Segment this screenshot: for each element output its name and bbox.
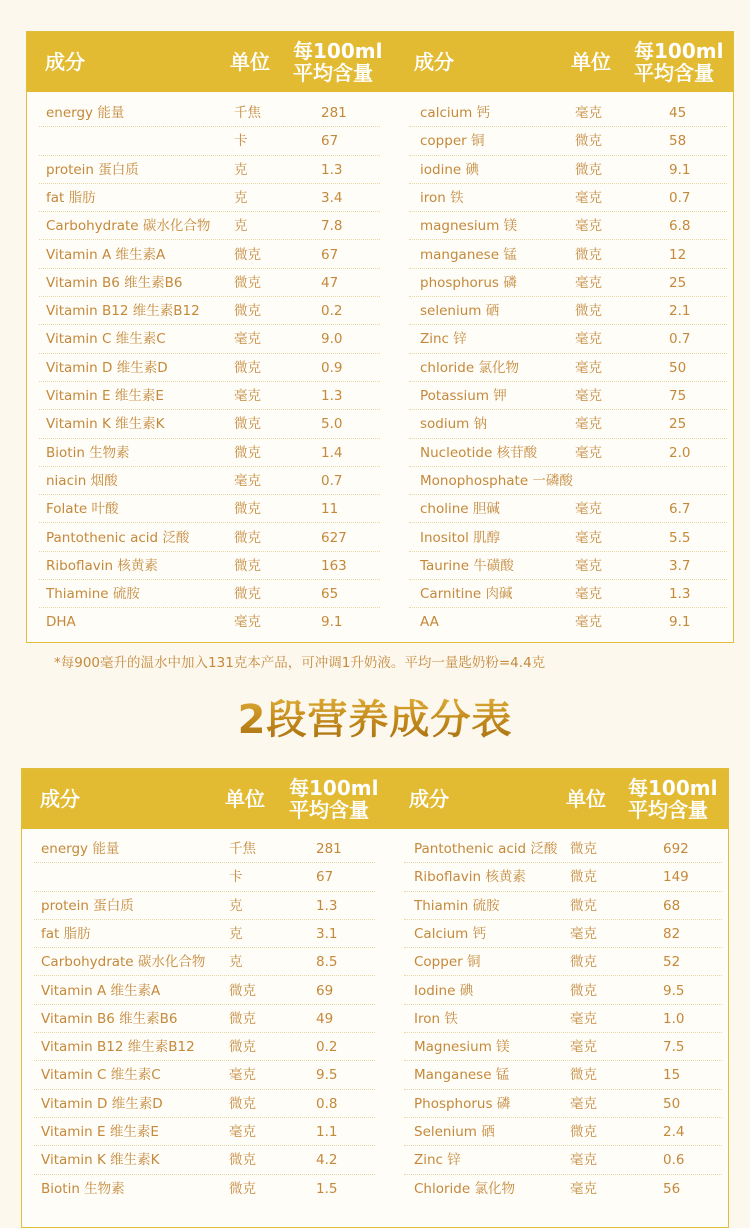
nutrient-unit: 毫克 [229,1067,256,1084]
nutrient-unit: 毫克 [570,1180,597,1197]
nutrient-amount: 9.5 [663,982,685,999]
nutrient-name: Biotin 生物素 [46,444,130,461]
nutrient-name: Vitamin B12 维生素B12 [41,1039,195,1056]
nutrient-name: DHA [46,614,76,631]
nutrient-unit: 微克 [234,444,261,461]
nutrient-amount: 0.7 [321,472,343,489]
nutrient-name: choline 胆碱 [420,501,500,518]
table-row [27,156,733,184]
nutrient-name: copper 铜 [420,133,485,150]
nutrient-unit: 微克 [570,869,597,886]
nutrient-name: Vitamin B6 维生素B6 [41,1010,178,1027]
nutrient-name: sodium 钠 [420,416,488,433]
nutrient-amount: 69 [316,982,334,999]
nutrient-amount: 82 [663,925,681,942]
nutrient-unit: 微克 [570,982,597,999]
nutrient-name: Manganese 锰 [414,1067,510,1084]
nutrient-amount: 75 [669,388,687,404]
nutrient-unit: 毫克 [234,472,261,489]
nutrient-name: energy 能量 [46,105,125,121]
nutrient-unit: 毫克 [575,331,602,348]
nutrient-unit: 克 [229,925,243,942]
nutrient-unit: 千焦 [234,105,261,121]
nutrient-unit: 毫克 [570,1152,597,1169]
nutrient-amount: 0.6 [663,1152,685,1169]
nutrient-unit: 微克 [570,1067,597,1084]
nutrient-amount: 0.2 [316,1039,338,1056]
nutrient-name: Iodine 碘 [414,982,474,999]
table-header [27,32,733,92]
nutrient-name: AA [420,614,439,631]
nutrient-unit: 毫克 [234,388,261,404]
nutrient-unit: 微克 [234,501,261,518]
table-row [27,325,733,353]
nutrient-amount: 0.7 [669,331,691,348]
nutrient-unit: 毫克 [575,586,602,603]
nutrient-name: Zinc 锌 [414,1152,461,1169]
nutrient-amount: 4.2 [316,1152,338,1169]
nutrient-amount: 149 [663,869,689,886]
table-header [22,769,728,829]
nutrient-name: Magnesium 镁 [414,1039,510,1056]
nutrient-amount: 9.5 [316,1067,338,1084]
nutrient-unit: 卡 [234,133,248,150]
nutrient-amount: 58 [669,133,687,150]
nutrient-name: manganese 锰 [420,246,517,263]
nutrient-unit: 微克 [229,1152,256,1169]
table-row [27,410,733,438]
nutrient-amount: 8.5 [316,954,338,971]
nutrient-name: Calcium 钙 [414,925,487,942]
nutrient-name: Biotin 生物素 [41,1180,125,1197]
nutrient-unit: 毫克 [575,274,602,291]
nutrient-amount: 3.7 [669,557,691,574]
nutrient-unit: 微克 [234,529,261,546]
table-row [22,1061,728,1089]
nutrient-unit: 微克 [575,303,602,320]
nutrient-unit: 微克 [234,246,261,263]
nutrient-name: Vitamin B6 维生素B6 [46,274,183,291]
nutrient-name: iron 铁 [420,189,464,206]
nutrient-amount: 0.9 [321,359,343,376]
nutrient-name: Taurine 牛磺酸 [420,557,514,574]
table-row [27,552,733,580]
nutrient-name: Chloride 氯化物 [414,1180,515,1197]
nutrient-name: Vitamin C 维生素C [46,331,166,348]
header-unit-left: 单位 [225,787,265,811]
table-row [22,920,728,948]
nutrient-amount: 7.8 [321,218,343,235]
nutrient-name: Vitamin A 维生素A [41,982,161,999]
nutrient-name: Carbohydrate 碳水化合物 [41,954,206,971]
nutrient-amount: 1.4 [321,444,343,461]
nutrient-amount: 1.5 [316,1180,338,1197]
nutrient-amount: 5.5 [669,529,691,546]
nutrient-amount: 3.1 [316,925,338,942]
nutrient-amount: 2.1 [669,303,691,320]
nutrient-name: fat 脂肪 [41,925,91,942]
nutrient-amount: 15 [663,1067,681,1084]
nutrient-name: Pantothenic acid 泛酸 [46,529,190,546]
nutrient-amount: 281 [321,105,347,121]
nutrient-amount: 6.8 [669,218,691,235]
table-row [27,99,733,127]
table-row [27,524,733,552]
nutrient-unit: 毫克 [570,1095,597,1112]
nutrient-unit: 毫克 [570,1010,597,1027]
nutrient-amount: 45 [669,105,687,121]
nutrient-amount: 67 [321,246,339,263]
nutrient-unit: 微克 [229,1095,256,1112]
table-row [27,608,733,636]
nutrient-amount: 1.3 [316,897,338,914]
table-row [22,948,728,976]
table-row [27,127,733,155]
nutrient-name: Zinc 锌 [420,331,467,348]
nutrient-name: energy 能量 [41,841,120,857]
table-row [27,580,733,608]
table-row [27,354,733,382]
nutrient-amount: 627 [321,529,347,546]
nutrient-name: protein 蛋白质 [46,161,139,178]
header-component-left: 成分 [40,787,80,811]
nutrient-unit: 克 [234,161,248,178]
table-row [22,892,728,920]
nutrient-unit: 毫克 [570,925,597,942]
table-row [22,1090,728,1118]
table-row [27,184,733,212]
nutrient-name: calcium 钙 [420,105,491,121]
header-unit-left: 单位 [230,50,270,74]
nutrient-unit: 克 [229,954,243,971]
nutrient-unit: 微克 [234,303,261,320]
nutrient-amount: 7.5 [663,1039,685,1056]
nutrient-name: Inositol 肌醇 [420,529,501,546]
table-row [22,1118,728,1146]
nutrient-name: Vitamin K 维生素K [41,1152,160,1169]
nutrient-name: Carbohydrate 碳水化合物 [46,218,211,235]
nutrient-amount: 1.3 [321,388,343,404]
header-unit-right: 单位 [571,50,611,74]
nutrient-unit: 微克 [234,586,261,603]
header-unit-right: 单位 [566,787,606,811]
nutrient-amount: 9.1 [669,614,691,631]
nutrient-name: Iron 铁 [414,1010,458,1027]
table-row [27,297,733,325]
nutrient-amount: 67 [316,869,334,886]
nutrient-unit: 毫克 [570,1039,597,1056]
nutrition-table-stage2 [21,768,729,1228]
nutrient-name: Vitamin B12 维生素B12 [46,303,200,320]
nutrient-unit: 毫克 [575,416,602,433]
nutrient-amount: 12 [669,246,687,263]
nutrient-unit: 微克 [570,954,597,971]
nutrient-name: Monophosphate 一磷酸 [420,472,573,489]
header-amount-right: 每100ml 平均含量 [634,39,724,85]
nutrient-amount: 65 [321,586,339,603]
nutrient-name: protein 蛋白质 [41,897,134,914]
nutrient-unit: 毫克 [575,529,602,546]
preparation-note: *每900毫升的温水中加入131克本产品，可冲调1升奶液。平均一量匙奶粉=4.4克 [54,655,546,671]
nutrient-unit: 千焦 [229,841,256,857]
nutrient-name: fat 脂肪 [46,189,96,206]
nutrient-unit: 毫克 [575,444,602,461]
nutrient-name: Riboflavin 核黄素 [414,869,526,886]
nutrient-unit: 微克 [570,841,597,857]
nutrient-amount: 49 [316,1010,334,1027]
table-row [22,1033,728,1061]
nutrient-name: niacin 烟酸 [46,472,118,489]
nutrient-amount: 3.4 [321,189,343,206]
nutrient-amount: 5.0 [321,416,343,433]
nutrient-name: Vitamin D 维生素D [41,1095,163,1112]
nutrient-amount: 163 [321,557,347,574]
nutrient-amount: 9.1 [669,161,691,178]
nutrient-name: Vitamin E 维生素E [41,1124,159,1140]
nutrient-name: magnesium 镁 [420,218,518,235]
header-component-right: 成分 [409,787,449,811]
nutrient-name: Potassium 钾 [420,388,507,404]
nutrient-name: phosphorus 磷 [420,274,517,291]
nutrient-unit: 克 [234,189,248,206]
nutrient-unit: 微克 [229,1180,256,1197]
header-component-left: 成分 [45,50,85,74]
table-row [22,1146,728,1174]
nutrient-name: Selenium 硒 [414,1124,495,1140]
header-component-right: 成分 [414,50,454,74]
table-row [27,212,733,240]
nutrient-amount: 6.7 [669,501,691,518]
nutrient-unit: 毫克 [575,557,602,574]
nutrient-amount: 25 [669,416,687,433]
nutrient-unit: 毫克 [234,614,261,631]
nutrient-name: Nucleotide 核苷酸 [420,444,538,461]
nutrient-unit: 毫克 [575,614,602,631]
table-row [27,269,733,297]
nutrient-unit: 毫克 [575,359,602,376]
nutrient-amount: 9.0 [321,331,343,348]
table-row [22,835,728,863]
nutrient-unit: 毫克 [575,388,602,404]
nutrient-unit: 克 [229,897,243,914]
header-amount-left: 每100ml 平均含量 [289,776,379,822]
nutrient-unit: 毫克 [234,331,261,348]
table-row [27,467,733,495]
nutrient-unit: 毫克 [575,189,602,206]
table-row [27,241,733,269]
nutrient-name: selenium 硒 [420,303,500,320]
table-row [22,863,728,891]
nutrient-name: Vitamin K 维生素K [46,416,165,433]
nutrient-name: iodine 碘 [420,161,479,178]
nutrient-amount: 25 [669,274,687,291]
nutrient-name: Riboflavin 核黄素 [46,557,158,574]
nutrient-amount: 50 [669,359,687,376]
table-row [22,1005,728,1033]
nutrient-unit: 微克 [229,982,256,999]
nutrient-amount: 52 [663,954,681,971]
nutrient-name: Thiamin 硫胺 [414,897,500,914]
header-amount-right: 每100ml 平均含量 [628,776,718,822]
nutrient-unit: 微克 [234,557,261,574]
table-row [27,495,733,523]
nutrient-unit: 克 [234,218,248,235]
nutrient-unit: 微克 [234,274,261,291]
nutrient-unit: 微克 [570,1124,597,1140]
nutrient-amount: 68 [663,897,681,914]
table-row [22,977,728,1005]
nutrient-amount: 47 [321,274,339,291]
nutrient-amount: 67 [321,133,339,150]
nutrient-unit: 微克 [570,897,597,914]
nutrient-name: Copper 铜 [414,954,481,971]
stage2-title: 2段营养成分表 [0,688,750,745]
nutrient-unit: 卡 [229,869,243,886]
nutrient-name: Vitamin E 维生素E [46,388,164,404]
nutrient-name: chloride 氯化物 [420,359,519,376]
nutrient-amount: 692 [663,841,689,857]
nutrient-unit: 毫克 [229,1124,256,1140]
nutrient-amount: 1.3 [321,161,343,178]
nutrient-unit: 毫克 [575,218,602,235]
nutrient-unit: 微克 [234,359,261,376]
nutrient-unit: 微克 [229,1010,256,1027]
nutrient-name: Carnitine 肉碱 [420,586,513,603]
nutrient-unit: 毫克 [575,105,602,121]
nutrient-name: Phosphorus 磷 [414,1095,511,1112]
nutrient-amount: 0.8 [316,1095,338,1112]
nutrient-amount: 1.3 [669,586,691,603]
nutrient-amount: 11 [321,501,339,518]
nutrient-name: Vitamin D 维生素D [46,359,168,376]
nutrient-name: Thiamine 硫胺 [46,586,140,603]
nutrient-unit: 微克 [234,416,261,433]
nutrient-name: Vitamin C 维生素C [41,1067,161,1084]
nutrient-amount: 281 [316,841,342,857]
nutrient-unit: 微克 [575,133,602,150]
nutrient-amount: 50 [663,1095,681,1112]
table-row [27,439,733,467]
nutrient-unit: 微克 [229,1039,256,1056]
nutrient-amount: 0.2 [321,303,343,320]
nutrient-name: Vitamin A 维生素A [46,246,166,263]
nutrition-table-stage1 [26,31,734,643]
nutrient-amount: 1.0 [663,1010,685,1027]
nutrient-unit: 微克 [575,161,602,178]
table-row [22,1175,728,1203]
nutrient-amount: 56 [663,1180,681,1197]
nutrient-unit: 微克 [575,246,602,263]
nutrient-amount: 2.0 [669,444,691,461]
nutrient-name: Pantothenic acid 泛酸 [414,841,558,857]
nutrient-amount: 0.7 [669,189,691,206]
nutrient-amount: 9.1 [321,614,343,631]
nutrient-amount: 1.1 [316,1124,338,1140]
nutrient-amount: 2.4 [663,1124,685,1140]
nutrient-name: Folate 叶酸 [46,501,119,518]
table-row [27,382,733,410]
nutrient-unit: 毫克 [575,501,602,518]
header-amount-left: 每100ml 平均含量 [293,39,383,85]
